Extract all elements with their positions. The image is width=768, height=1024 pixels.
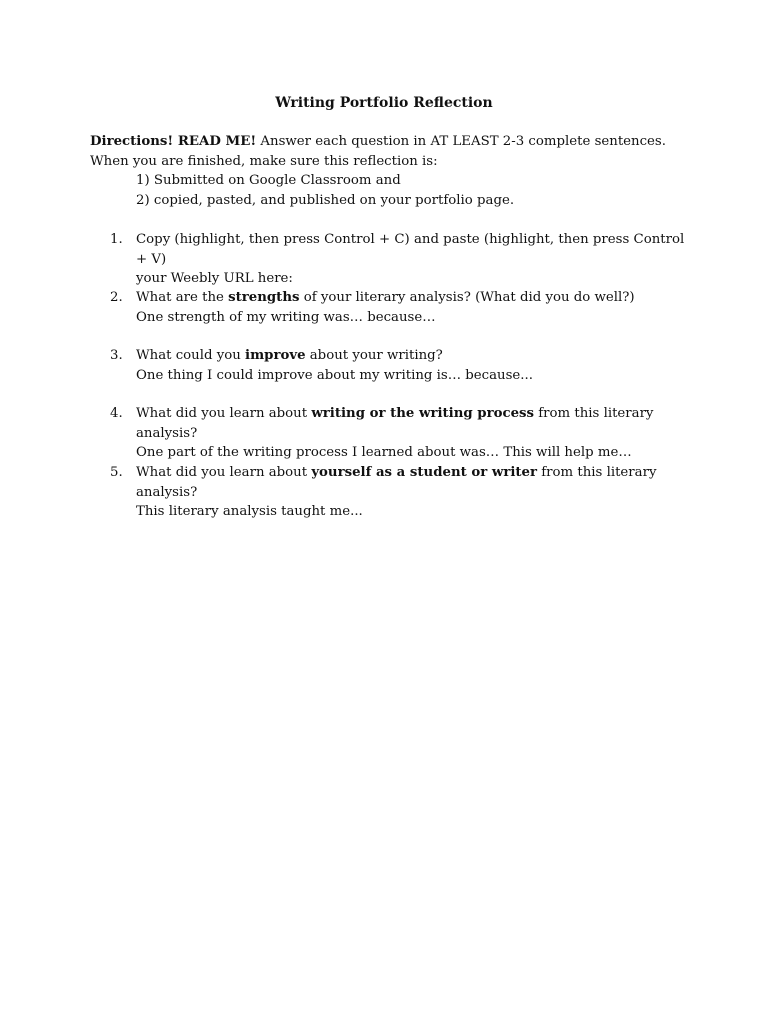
prompt-text: What did you learn about xyxy=(136,406,312,421)
directions-step-1: 1) Submitted on Google Classroom and xyxy=(136,173,401,188)
prompt-emphasis: improve xyxy=(245,348,306,363)
question-prompt xyxy=(136,230,686,269)
question-number: 3. xyxy=(110,348,123,363)
prompt-text: What did you learn about xyxy=(136,465,312,480)
question-sentence-starter: One part of the writing process I learned about was… This will help me… xyxy=(136,445,632,460)
prompt-emphasis: strengths xyxy=(228,290,300,305)
prompt-text-after: from this literary analysis? xyxy=(136,406,654,441)
question-sentence-starter: One strength of my writing was… because… xyxy=(136,309,436,325)
prompt-text: Copy (highlight, then press Control + C) and paste (highlight, then press Control + V) xyxy=(136,232,685,267)
question-prompt xyxy=(136,404,686,443)
directions-text: Answer each question in AT LEAST 2-3 complete sentences. When you are finished, make sure this reflection is: xyxy=(90,134,666,169)
question-prompt xyxy=(136,288,686,308)
question-prompt xyxy=(136,463,686,502)
question-number: 5. xyxy=(110,465,123,480)
prompt-text-after: about your writing? xyxy=(305,348,443,363)
directions-step-2: 2) copied, pasted, and published on your portfolio page. xyxy=(136,192,515,208)
prompt-emphasis: yourself as a student or writer xyxy=(311,465,538,480)
directions-lead: Directions! READ ME! xyxy=(90,134,257,149)
prompt-text: What could you xyxy=(136,348,246,363)
prompt-text-after: of your literary analysis? (What did you do well?) xyxy=(299,290,635,305)
question-sentence-starter: One thing I could improve about my writing is… because... xyxy=(136,367,533,383)
question-number: 2. xyxy=(110,290,123,305)
question-sentence-starter: This literary analysis taught me... xyxy=(136,504,363,519)
directions-steps xyxy=(136,171,696,210)
document-title: Writing Portfolio Reflection xyxy=(275,95,493,111)
prompt-text-after: from this literary analysis? xyxy=(136,465,657,500)
prompt-text: What are the xyxy=(136,290,229,305)
question-sentence-starter: your Weebly URL here: xyxy=(136,271,293,286)
directions-paragraph xyxy=(90,132,680,171)
question-number: 1. xyxy=(110,232,123,247)
prompt-emphasis: writing or the writing process xyxy=(311,406,535,421)
question-number: 4. xyxy=(110,406,123,421)
question-prompt xyxy=(136,346,686,366)
